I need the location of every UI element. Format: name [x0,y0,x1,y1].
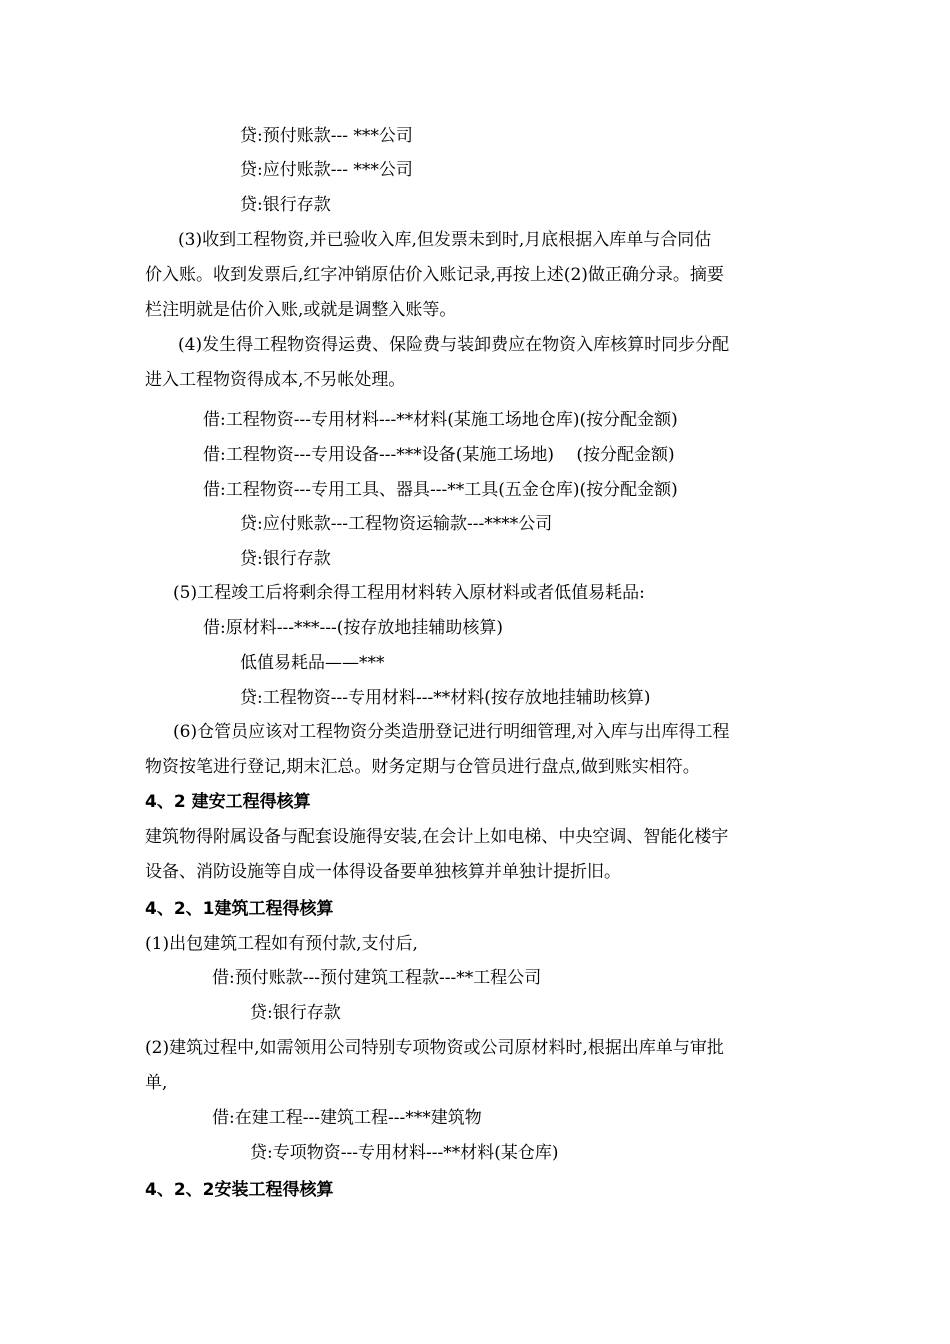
item-2-line-1: (2)建筑过程中,如需领用公司特别专项物资或公司原材料时,根据出库单与审批 [145,1038,724,1058]
debit-line-construction-in-progress: 借:在建工程---建筑工程---***建筑物 [212,1108,482,1128]
paragraph-4-line-2: 进入工程物资得成本,不另帐处理。 [145,370,406,390]
debit-line-raw-materials: 借:原材料---***---(按存放地挂辅助核算) [203,618,503,638]
paragraph-4-line-1: (4)发生得工程物资得运费、保险费与装卸费应在物资入库核算时同步分配 [178,335,730,355]
credit-line-payable: 贷:应付账款--- ***公司 [240,160,413,180]
debit-line-tools: 借:工程物资---专用工具、器具---**工具(五金仓库)(按分配金额) [203,480,678,500]
section-heading-4-2-1: 4、2、1建筑工程得核算 [145,899,334,919]
paragraph-3-line-2: 价入账。收到发票后,红字冲销原估价入账记录,再按上述(2)做正确分录。摘要 [145,265,724,285]
credit-line-transport: 贷:应付账款---工程物资运输款---****公司 [240,514,553,534]
credit-line-bank: 贷:银行存款 [240,195,331,215]
paragraph-6-line-1: (6)仓管员应该对工程物资分类造册登记进行明细管理,对入库与出库得工程 [173,722,730,742]
credit-line-bank-3: 贷:银行存款 [250,1003,341,1023]
section-heading-4-2-2: 4、2、2安装工程得核算 [145,1180,334,1200]
paragraph-3-line-3: 栏注明就是估价入账,或就是调整入账等。 [145,300,457,320]
paragraph-6-line-2: 物资按笔进行登记,期末汇总。财务定期与仓管员进行盘点,做到账实相符。 [145,757,700,777]
debit-line-prepaid-construction: 借:预付账款---预付建筑工程款---**工程公司 [212,968,542,988]
paragraph-3-line-1: (3)收到工程物资,并已验收入库,但发票未到时,月底根据入库单与合同估 [178,230,712,250]
credit-line-bank-2: 贷:银行存款 [240,549,331,569]
line-low-value-consumables: 低值易耗品——*** [240,653,385,673]
paragraph-5: (5)工程竣工后将剩余得工程用材料转入原材料或者低值易耗品: [173,583,645,603]
credit-line-prepaid: 贷:预付账款--- ***公司 [240,126,413,146]
credit-line-engineering-materials: 贷:工程物资---专用材料---**材料(按存放地挂辅助核算) [240,688,651,708]
section-4-2-line-1: 建筑物得附属设备与配套设施得安装,在会计上如电梯、中央空调、智能化楼宇 [145,827,729,847]
debit-line-equipment: 借:工程物资---专用设备---***设备(某施工场地) (按分配金额) [203,445,675,465]
section-4-2-line-2: 设备、消防设施等自成一体得设备要单独核算并单独计提折旧。 [145,862,621,882]
debit-line-materials: 借:工程物资---专用材料---**材料(某施工场地仓库)(按分配金额) [203,410,678,430]
item-2-line-2: 单, [145,1073,168,1093]
item-1: (1)出包建筑工程如有预付款,支付后, [145,934,418,954]
section-heading-4-2: 4、2 建安工程得核算 [145,792,311,812]
credit-line-special-materials: 贷:专项物资---专用材料---**材料(某仓库) [250,1143,559,1163]
